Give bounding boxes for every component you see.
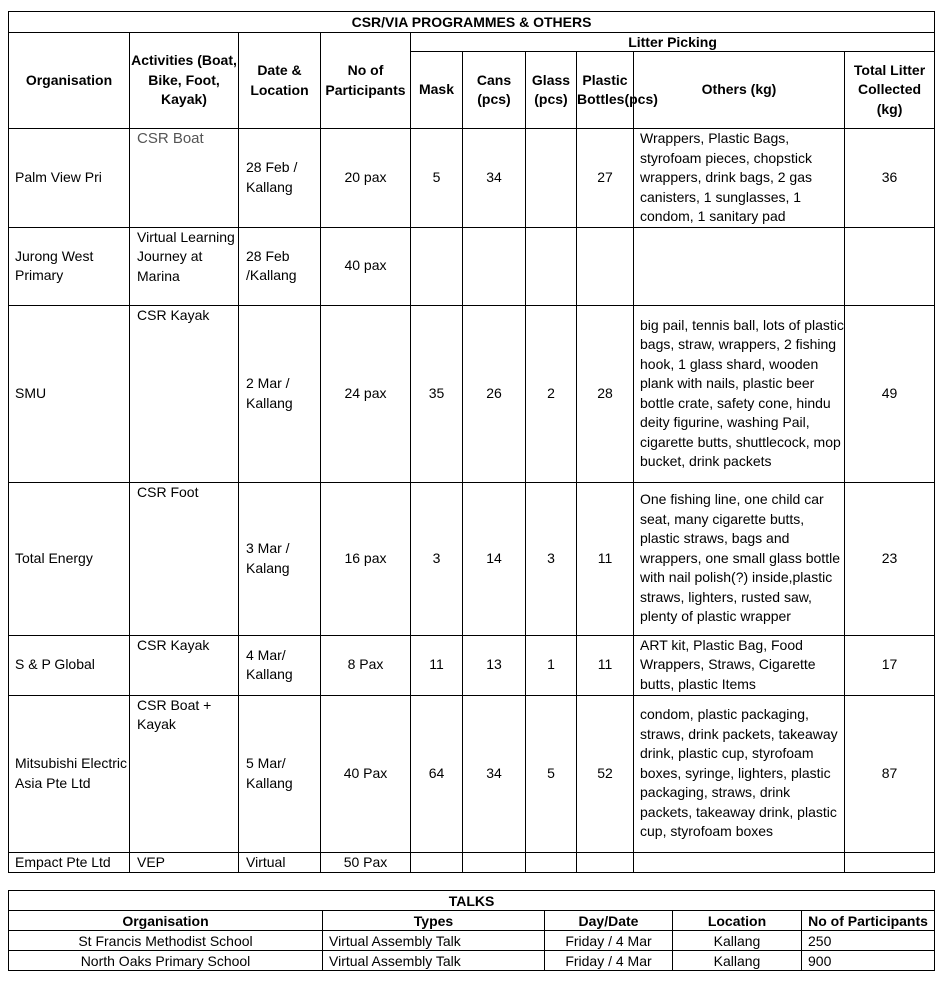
- cell-total: [845, 227, 935, 305]
- cell-organisation: Mitsubishi Electric Asia Pte Ltd: [9, 695, 130, 852]
- table-row: [9, 931, 935, 951]
- cell-participants: 16 pax: [321, 482, 411, 635]
- talks-header-location: Location: [673, 911, 802, 931]
- cell-activity: CSR Boat + Kayak: [130, 695, 239, 852]
- table-row: [9, 305, 935, 482]
- cell-date: 3 Mar / Kalang: [239, 482, 321, 635]
- cell-participants: 20 pax: [321, 129, 411, 228]
- talks-header-participants: No of Participants: [802, 911, 935, 931]
- cell-others: ART kit, Plastic Bag, Food Wrappers, Straws, Cigarette butts, plastic Items: [634, 635, 845, 695]
- cell-mask: 11: [411, 635, 463, 695]
- cell-glass: 1: [526, 635, 577, 695]
- talks-title: TALKS: [9, 891, 935, 911]
- table-row: [9, 227, 935, 305]
- cell-date: 4 Mar/ Kallang: [239, 635, 321, 695]
- talks-cell-type: Virtual Assembly Talk: [323, 931, 545, 951]
- talks-header-organisation: Organisation: [9, 911, 323, 931]
- cell-organisation: Jurong West Primary: [9, 227, 130, 305]
- cell-organisation: S & P Global: [9, 635, 130, 695]
- cell-activity: CSR Kayak: [130, 635, 239, 695]
- cell-organisation: Palm View Pri: [9, 129, 130, 228]
- talks-header-day-date: Day/Date: [545, 911, 673, 931]
- header-total-litter: Total Litter Collected (kg): [845, 52, 935, 129]
- cell-total: 49: [845, 305, 935, 482]
- talks-header-types: Types: [323, 911, 545, 931]
- cell-cans: 13: [463, 635, 526, 695]
- cell-date: 2 Mar / Kallang: [239, 305, 321, 482]
- cell-date: 5 Mar/ Kallang: [239, 695, 321, 852]
- cell-date: 28 Feb /Kallang: [239, 227, 321, 305]
- cell-date: 28 Feb / Kallang: [239, 129, 321, 228]
- talks-cell-participants: 250: [802, 931, 935, 951]
- cell-cans: 26: [463, 305, 526, 482]
- cell-participants: 8 Pax: [321, 635, 411, 695]
- cell-cans: [463, 227, 526, 305]
- header-litter-picking: Litter Picking: [411, 33, 935, 52]
- talks-cell-location: Kallang: [673, 951, 802, 971]
- cell-date: Virtual: [239, 852, 321, 873]
- cell-organisation: SMU: [9, 305, 130, 482]
- cell-others: [634, 852, 845, 873]
- cell-organisation: Total Energy: [9, 482, 130, 635]
- programmes-title: CSR/VIA PROGRAMMES & OTHERS: [9, 12, 935, 33]
- cell-others: One fishing line, one child car seat, many cigarette butts, plastic straws, bags and wrappers, one small glass bottle with nail polish(?) inside,plastic straws, lighters, rusted saw, plenty of plastic wrapper: [634, 482, 845, 635]
- cell-cans: 34: [463, 129, 526, 228]
- cell-glass: 3: [526, 482, 577, 635]
- table-row: [9, 635, 935, 695]
- talks-cell-organisation: St Francis Methodist School: [9, 931, 323, 951]
- cell-participants: 24 pax: [321, 305, 411, 482]
- talks-cell-location: Kallang: [673, 931, 802, 951]
- cell-glass: 2: [526, 305, 577, 482]
- cell-mask: 64: [411, 695, 463, 852]
- cell-activity: CSR Kayak: [130, 305, 239, 482]
- talks-table: [8, 890, 935, 971]
- table-row: [9, 951, 935, 971]
- header-participants: No of Participants: [321, 33, 411, 129]
- header-organisation: Organisation: [9, 33, 130, 129]
- cell-mask: 35: [411, 305, 463, 482]
- talks-cell-day-date: Friday / 4 Mar: [545, 931, 673, 951]
- talks-cell-day-date: Friday / 4 Mar: [545, 951, 673, 971]
- cell-total: 36: [845, 129, 935, 228]
- cell-others: Wrappers, Plastic Bags, styrofoam pieces, chopstick wrappers, drink bags, 2 gas canisters, 1 sunglasses, 1 condom, 1 sanitary pad: [634, 129, 845, 228]
- cell-cans: 34: [463, 695, 526, 852]
- cell-participants: 40 pax: [321, 227, 411, 305]
- header-glass: Glass (pcs): [526, 52, 577, 129]
- cell-glass: [526, 227, 577, 305]
- header-cans: Cans (pcs): [463, 52, 526, 129]
- header-activities: Activities (Boat, Bike, Foot, Kayak): [130, 33, 239, 129]
- cell-total: 87: [845, 695, 935, 852]
- talks-cell-type: Virtual Assembly Talk: [323, 951, 545, 971]
- cell-cans: [463, 852, 526, 873]
- cell-mask: 3: [411, 482, 463, 635]
- table-row: [9, 695, 935, 852]
- cell-glass: [526, 129, 577, 228]
- cell-others: big pail, tennis ball, lots of plastic bags, straw, wrappers, 2 fishing hook, 1 glass shard, wooden plank with nails, plastic beer bottle crate, safety cone, hindu deity figurine, washing Pail, cigarette butts, shuttlecock, mop bucket, drink packets: [634, 305, 845, 482]
- cell-total: 23: [845, 482, 935, 635]
- cell-plastic: [577, 227, 634, 305]
- cell-activity: Virtual Learning Journey at Marina: [130, 227, 239, 305]
- cell-total: [845, 852, 935, 873]
- cell-glass: 5: [526, 695, 577, 852]
- cell-plastic: [577, 852, 634, 873]
- header-plastic-bottles: Plastic Bottles(pcs): [577, 52, 634, 129]
- programmes-table: [8, 11, 935, 873]
- cell-plastic: 52: [577, 695, 634, 852]
- cell-activity: CSR Boat: [130, 129, 239, 228]
- cell-others: condom, plastic packaging, straws, drink packets, takeaway drink, plastic cup, styrofoam boxes, syringe, lighters, plastic packaging, straws, drink packets, takeaway drink, plastic cup, styrofoam boxes: [634, 695, 845, 852]
- cell-activity: VEP: [130, 852, 239, 873]
- cell-plastic: 11: [577, 635, 634, 695]
- cell-plastic: 11: [577, 482, 634, 635]
- cell-glass: [526, 852, 577, 873]
- cell-mask: [411, 227, 463, 305]
- talks-cell-participants: 900: [802, 951, 935, 971]
- cell-participants: 40 Pax: [321, 695, 411, 852]
- cell-activity: CSR Foot: [130, 482, 239, 635]
- cell-total: 17: [845, 635, 935, 695]
- cell-cans: 14: [463, 482, 526, 635]
- cell-plastic: 27: [577, 129, 634, 228]
- table-row: [9, 852, 935, 873]
- talks-cell-organisation: North Oaks Primary School: [9, 951, 323, 971]
- table-row: [9, 482, 935, 635]
- cell-mask: [411, 852, 463, 873]
- header-others: Others (kg): [634, 52, 845, 129]
- cell-participants: 50 Pax: [321, 852, 411, 873]
- cell-mask: 5: [411, 129, 463, 228]
- cell-plastic: 28: [577, 305, 634, 482]
- cell-organisation: Empact Pte Ltd: [9, 852, 130, 873]
- header-date-location: Date & Location: [239, 33, 321, 129]
- header-mask: Mask: [411, 52, 463, 129]
- table-row: [9, 129, 935, 228]
- cell-others: [634, 227, 845, 305]
